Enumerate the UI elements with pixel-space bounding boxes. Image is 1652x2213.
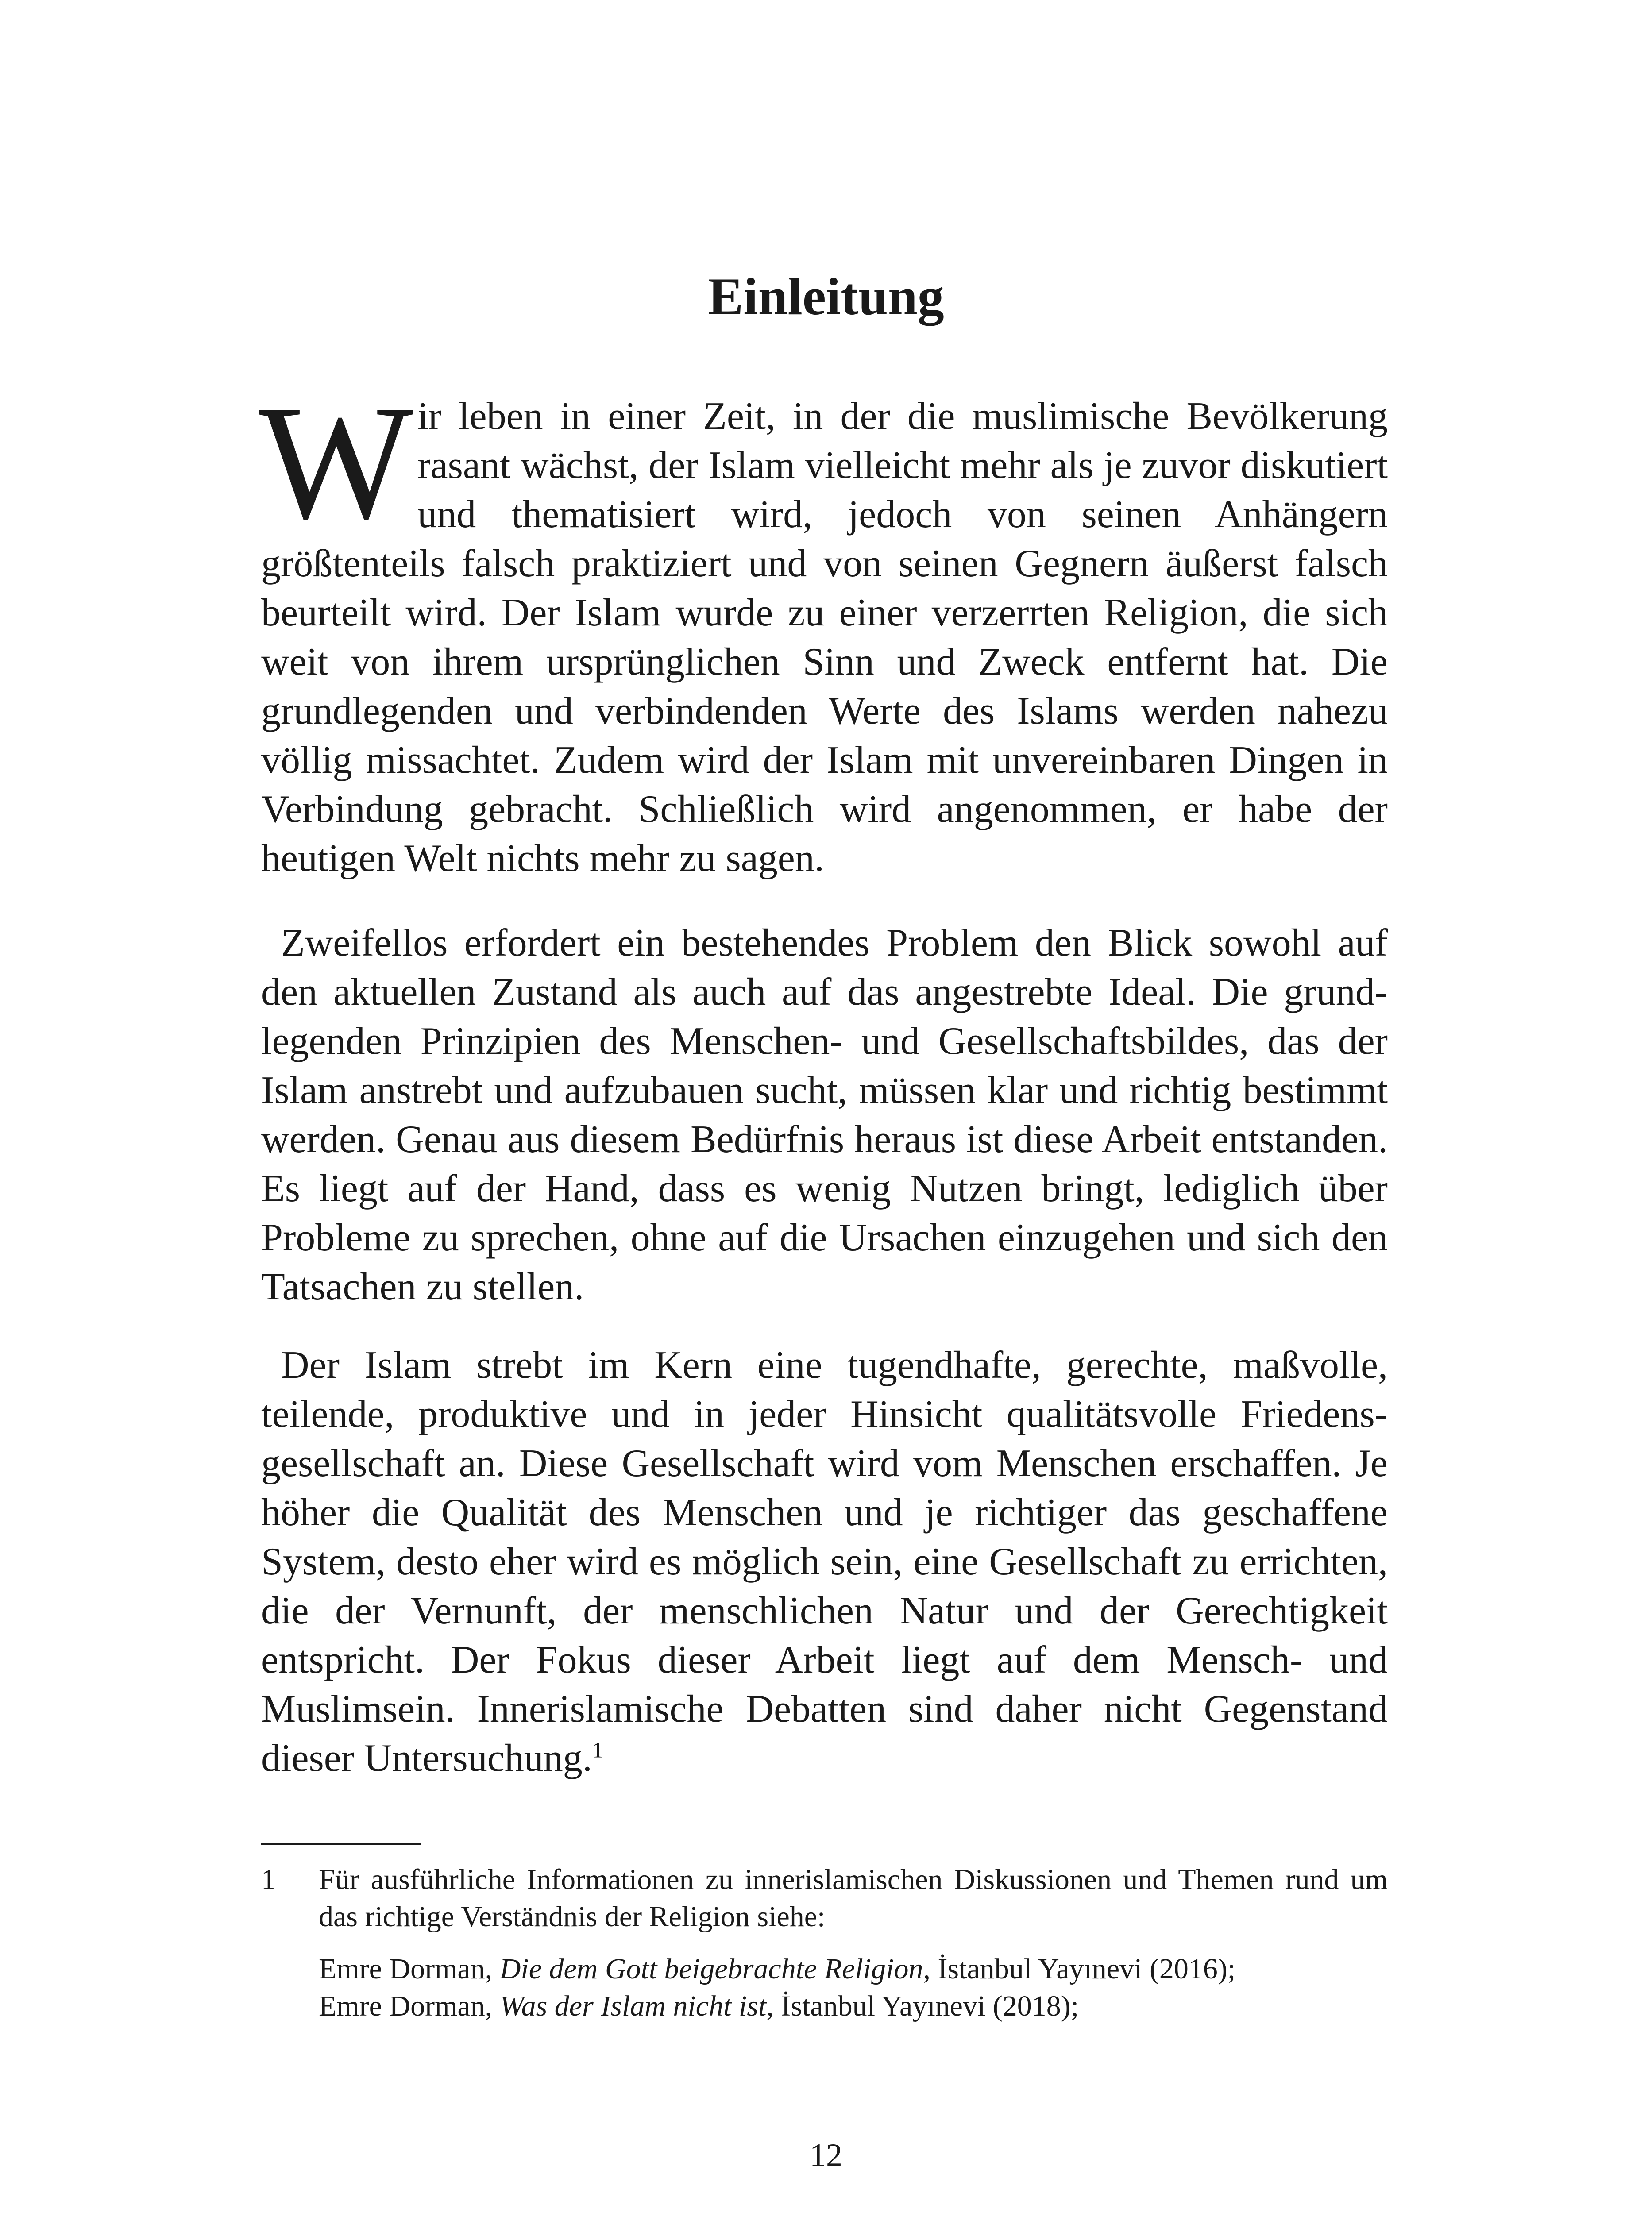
paragraph-2: Zweifellos erfordert ein bestehendes Problem den Blick sowohl auf den aktuellen Zustand als auch auf das angestrebte Ideal. Die grundlegenden Prinzipien des Menschen- und Gesellschaftsbildes, das der Islam anstrebt und aufzubauen sucht, müssen klar und richtig bestimmt werden. Genau aus diesem Bedürfnis heraus ist diese Arbeit entstanden. Es liegt auf der Hand, dass es wenig Nutzen bringt, lediglich über Probleme zu sprechen, ohne auf die Ursachen einzugehen und sich den Tatsachen zu stellen. [261, 921, 1388, 1308]
footnote-divider [261, 1843, 421, 1845]
drop-cap: W [259, 372, 413, 553]
paragraph-1-text: ir leben in einer Zeit, in der die muslimische Bevölkerung rasant wächst, der Islam vielleicht mehr als je zuvor diskutiert und thematisiert wird, jedoch von seinen Anhängern größtenteils falsch praktiziert und von seinen Gegnern äußerst falsch beurteilt wird. Der Islam wurde zu einer verzerrten Religion, die sich weit von ihrem ursprünglichen Sinn und Zweck entfernt hat. Die grundlegenden und verbindenden Werte des Islams werden nahezu völlig missachtet. Zudem wird der Islam mit unvereinbaren Dingen in Verbindung gebracht. Schließlich wird angenommen, er habe der heutigen Welt nichts mehr zu sagen. [261, 395, 1388, 880]
reference-author: Emre Dorman, [319, 1990, 500, 2022]
footnote-text: Für ausführliche Informationen zu innerislamischen Diskussionen und Themen rund um das richtige Verständnis der Religion siehe: [319, 1863, 1388, 1933]
paragraph-3-text: Der Islam strebt im Kern eine tugendhafte, gerechte, maßvolle, teilende, produktive und in jeder Hinsicht qualitätsvolle Friedensgesellschaft an. Diese Gesellschaft wird vom Menschen erschaffen. Je höher die Qualität des Menschen und je richtiger das geschaffene System, desto eher wird es möglich sein, eine Gesellschaft zu errichten, die der Vernunft, der menschlichen Natur und der Gerechtigkeit entspricht. Der Fokus dieser Arbeit liegt auf dem Mensch- und Muslimsein. Innerislamische Debatten sind daher nicht Gegenstand dieser Untersuchung. [261, 1344, 1388, 1780]
page-number: 12 [810, 2137, 842, 2174]
footnote-1 [261, 1861, 1388, 1935]
footnote-references [319, 1951, 1388, 2025]
chapter-title: Einleitung [708, 267, 944, 326]
main-text [259, 372, 1388, 1783]
footnotes [261, 1861, 1388, 2025]
paragraph-1 [259, 372, 1388, 883]
reference-work-title: Die dem Gott beigebrachte Religion [499, 1953, 923, 1985]
footnote-reference[interactable]: 1 [592, 1737, 603, 1762]
reference-author: Emre Dorman, [319, 1953, 500, 1985]
reference-publisher: , İstanbul Yayınevi (2018); [766, 1990, 1079, 2022]
footnote-reference-item [319, 1988, 1388, 2025]
paragraph-3 [261, 1341, 1388, 1783]
footnote-number: 1 [261, 1863, 276, 1896]
reference-publisher: , İstanbul Yayınevi (2016); [923, 1953, 1236, 1985]
reference-work-title: Was der Islam nicht ist [499, 1990, 767, 2022]
footnote-reference-item [319, 1951, 1388, 1988]
